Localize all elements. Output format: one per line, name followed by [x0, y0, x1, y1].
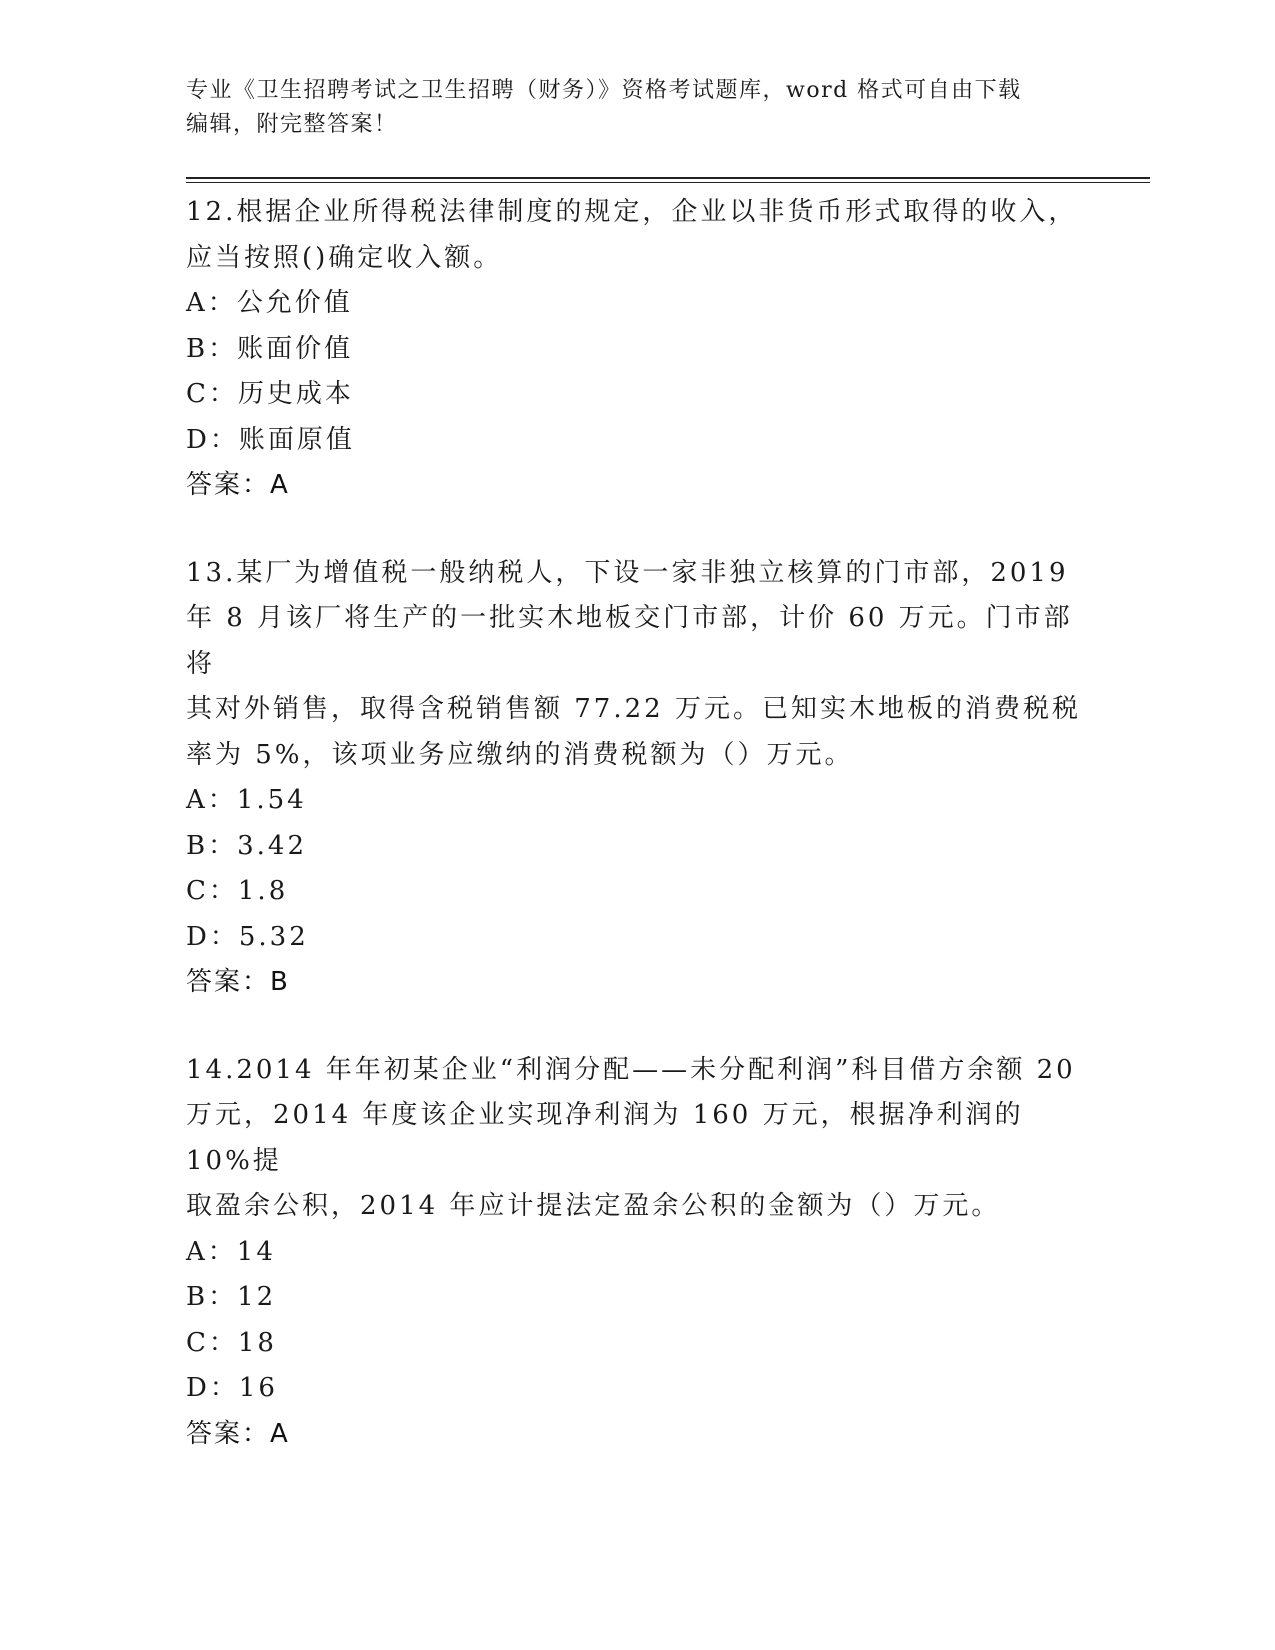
question-stem: 12.根据企业所得税法律制度的规定，企业以非货币形式取得的收入，: [186, 197, 1078, 227]
question-stem: 13.某厂为增值税一般纳税人，下设一家非独立核算的门市部，2019: [186, 557, 1069, 588]
question-stem: 万元，2014 年度该企业实现净利润为 160 万元，根据净利润的 10%提: [186, 1100, 1024, 1176]
header-line-1: 专业《卫生招聘考试之卫生招聘（财务）》资格考试题库，word 格式可自由下载: [186, 78, 1022, 103]
option-a: A：14: [186, 1236, 276, 1267]
answer-line: 答案：A: [186, 470, 290, 500]
header-line-2: 编辑，附完整答案！: [186, 112, 398, 137]
option-b: B：12: [186, 1282, 277, 1312]
question-13: [186, 551, 1086, 1006]
option-c: C：历史成本: [186, 379, 354, 409]
header-divider-thin: [186, 182, 1150, 183]
option-d: D：账面原值: [186, 424, 355, 455]
option-d: D：5.32: [186, 921, 309, 952]
option-a: A：公允价值: [186, 288, 353, 318]
question-list: [186, 190, 1086, 1499]
question-14: [186, 1048, 1086, 1458]
question-stem: 取盈余公积，2014 年应计提法定盈余公积的金额为（）万元。: [186, 1191, 1001, 1221]
option-b: B：3.42: [186, 830, 307, 861]
option-a: A：1.54: [186, 785, 307, 815]
question-stem: 率为 5%，该项业务应缴纳的消费税额为（）万元。: [186, 739, 854, 770]
question-12: [186, 190, 1086, 509]
option-c: C：18: [186, 1327, 277, 1358]
option-c: C：1.8: [186, 876, 289, 906]
header-divider-thick: [186, 177, 1150, 179]
question-stem: 14.2014 年年初某企业“利润分配——未分配利润”科目借方余额 20: [186, 1054, 1076, 1085]
answer-line: 答案：A: [186, 1418, 290, 1449]
document-header: [186, 74, 1086, 142]
option-b: B：账面价值: [186, 333, 354, 364]
question-stem: 其对外销售，取得含税销售额 77.22 万元。已知实木地板的消费税税: [186, 694, 1081, 724]
option-d: D：16: [186, 1373, 278, 1403]
question-stem: 应当按照()确定收入额。: [186, 242, 503, 273]
question-stem: 年 8 月该厂将生产的一批实木地板交门市部，计价 60 万元。门市部将: [186, 603, 1073, 679]
answer-line: 答案：B: [186, 967, 290, 997]
